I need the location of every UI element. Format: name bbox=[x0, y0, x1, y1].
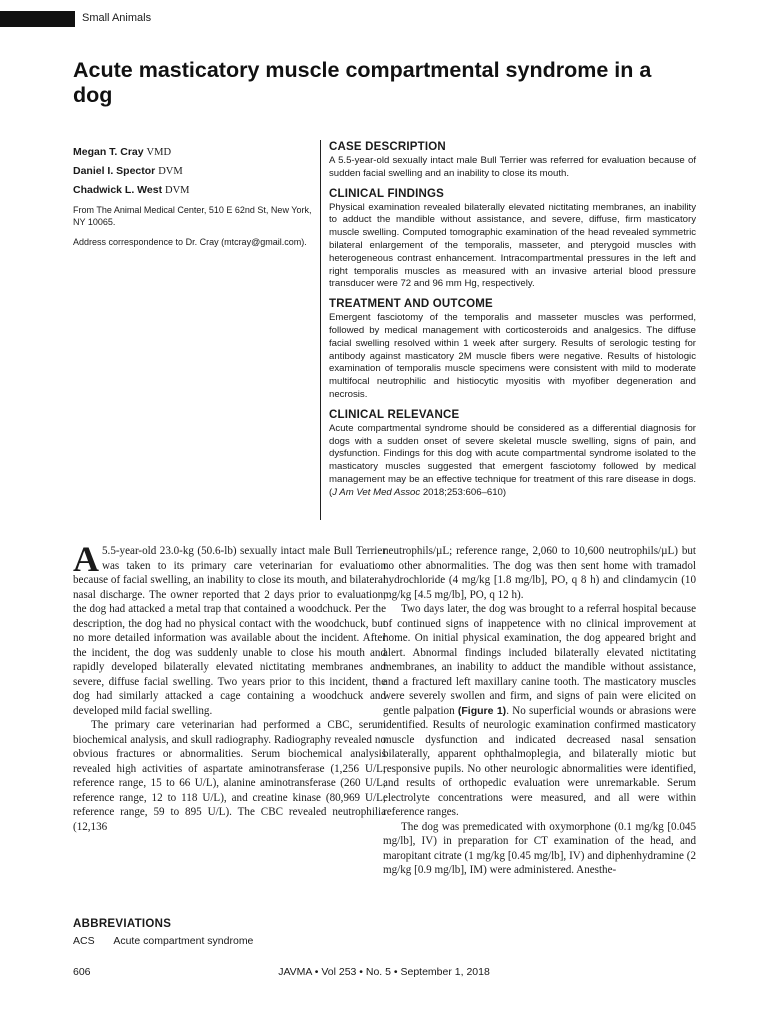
abbreviations-heading: ABBREVIATIONS bbox=[73, 918, 172, 930]
abbreviation-definition: Acute compartment syndrome bbox=[113, 935, 254, 947]
abbreviation-term: ACS bbox=[73, 935, 95, 947]
abbreviation-item bbox=[73, 935, 253, 947]
citation-journal: J Am Vet Med Assoc bbox=[332, 486, 421, 498]
author-2 bbox=[73, 162, 313, 181]
author-name: Daniel I. Spector bbox=[73, 165, 156, 177]
body-column-left bbox=[73, 539, 386, 834]
drop-cap: A bbox=[73, 539, 99, 579]
body-paragraph-1-text: 5.5-year-old 23.0-kg (50.6-lb) sexually intact male Bull Terrier was taken to its primary care veterinarian for evaluation because of facial swelling, an inability to close its mouth, and bilateral nasal discharge. The owner reported that 2 days prior to evaluation, the dog had attacked a metal trap that contained a woodchuck. Per the description, the dog had no physical contact with the woodchuck, but no more detailed information was available about the incident. After the incident, the dog was suddenly unable to close his mouth and rapidly developed bilaterally elevated nictitating membranes and severe, diffuse facial swelling. Two years prior to this incident, the dog had similarly attacked a cage containing a woodchuck and developed mild facial swelling. bbox=[73, 545, 386, 717]
correspondence: Address correspondence to Dr. Cray (mtcray@gmail.com). bbox=[73, 237, 307, 247]
author-degree: DVM bbox=[165, 185, 190, 196]
figure-1-link[interactable]: (Figure 1) bbox=[457, 704, 507, 717]
body-paragraph-5: The dog was premedicated with oxymorphone (0.1 mg/kg [0.045 mg/lb], IV) in preparation for CT examination of the head, and maropitant citrate (1 mg/kg [0.45 mg/lb], IV) and diphenhydramine (2 mg/kg [0.9 mg/lb], IM) were administered. Anesthe- bbox=[383, 820, 696, 876]
author-name: Chadwick L. West bbox=[73, 184, 163, 196]
section-label: Small Animals bbox=[82, 12, 152, 24]
body-paragraph-4 bbox=[383, 602, 696, 820]
author-3 bbox=[73, 181, 313, 200]
abstract-relevance-body: Acute compartmental syndrome should be considered as a differential diagnosis for dogs with a sudden onset of severe skeletal muscle swelling, signs of pain, and dysfunction. Findings for this dog with acute compartmental syndrome isolated to the masticatory muscles suggested that emergent fasciotomy followed by medical management may be an effective technique for treatment of this rare disease in dogs. ( bbox=[329, 422, 696, 498]
page-number: 606 bbox=[73, 966, 91, 978]
abstract-text-relevance bbox=[329, 423, 696, 500]
author-block bbox=[73, 143, 313, 248]
body-paragraph-4-text-a: Two days later, the dog was brought to a referral hospital because of continued signs of inappetence with no clinical improvement at home. On initial physical examination, the dog appeared bright and alert. Abnormal findings included bilaterally elevated nictitating membranes, an inability to adduct the mandible without assistance, and a fractured left maxillary canine tooth. The masticatory muscles were severely swollen and firm, and signs of pain were elicited on gentle palpation bbox=[383, 603, 696, 717]
abstract-heading-findings: CLINICAL FINDINGS bbox=[329, 187, 444, 200]
body-paragraph-3: neutrophils/µL; reference range, 2,060 to 10,600 neutrophils/µL) but no other abnormalities. The dog was then sent home with tramadol hydrochloride (4 mg/kg [1.8 mg/lb], PO, q 8 h) and clindamycin (10 mg/kg [4.5 mg/lb], PO, q 12 h). bbox=[383, 545, 696, 601]
affiliation: From The Animal Medical Center, 510 E 62nd St, New York, NY 10065. bbox=[73, 205, 312, 227]
abstract-heading-case: CASE DESCRIPTION bbox=[329, 141, 446, 153]
abstract-heading-treatment: TREATMENT AND OUTCOME bbox=[329, 298, 493, 311]
abstract-text-findings: Physical examination revealed bilaterally elevated nictitating membranes, an inability to adduct the mandible without assistance, and severe, diffuse, firm masticatory muscle swelling. Computed tomographic examination of the head revealed symmetric bilateral enlargement of the temporalis, masseter, and pterygoid muscles with heterogeneous contrast enhancement. Intracompartmental pressures in the left and right temporalis muscles as measured with an invasive arterial blood pressure transducer were 72 and 96 mm Hg, respectively. bbox=[329, 201, 696, 290]
body-paragraph-4-text-b: . No superficial wounds or abrasions were identified. Results of neurologic examination confirmed masticatory muscle dysfunction and indicated decreased nasal sensation bilaterally, apparent ophthalmoplegia, and bilaterally miotic but responsive pupils. No other neurologic abnormalities were identified, and results of orthopedic evaluation were unremarkable. Serum electrolyte concentrations were measured, and all were within reference ranges. bbox=[383, 704, 696, 818]
author-name: Megan T. Cray bbox=[73, 146, 144, 158]
body-paragraph-1 bbox=[73, 539, 386, 718]
abstract-heading-relevance: CLINICAL RELEVANCE bbox=[329, 408, 460, 421]
article-title: Acute masticatory muscle compartmental syndrome in a dog bbox=[73, 58, 652, 107]
author-1 bbox=[73, 143, 313, 162]
author-degree: VMD bbox=[146, 147, 172, 158]
author-degree: DVM bbox=[158, 166, 183, 177]
abstract-text-case: A 5.5-year-old sexually intact male Bull Terrier was referred for evaluation because of sudden facial swelling and an inability to close its mouth. bbox=[329, 155, 696, 179]
body-column-right bbox=[383, 544, 696, 878]
journal-footer: JAVMA • Vol 253 • No. 5 • September 1, 2018 bbox=[278, 966, 490, 978]
abstract-text-treatment: Emergent fasciotomy of the temporalis and masseter muscles was performed, followed by medical management with corticosteroids and analgesics. The diffuse facial swelling resolved within 1 week after surgery. Results of serologic testing for antibody against masticatory 2M muscle fibers were negative. Results of histologic examination of temporalis muscle specimens were consistent with mild to moderate multifocal neutrophilic and histiocytic myositis with myofiber degeneration and necrosis. bbox=[329, 312, 696, 400]
section-tab-bar bbox=[0, 11, 75, 27]
body-paragraph-2: The primary care veterinarian had performed a CBC, serum biochemical analysis, and skull radiography. Radiography revealed no obvious fractures or abnormalities. Serum biochemical analysis revealed high activities of aspartate aminotransferase (1,256 U/L; reference range, 15 to 66 U/L), alanine aminotransferase (260 U/L; reference range, 12 to 118 U/L), and creatine kinase (80,969 U/L; reference range, 59 to 895 U/L). The CBC revealed neutrophilia (12,136 bbox=[73, 719, 386, 833]
abstract bbox=[320, 140, 696, 520]
citation-volume: 2018;253:606–610) bbox=[420, 486, 507, 498]
